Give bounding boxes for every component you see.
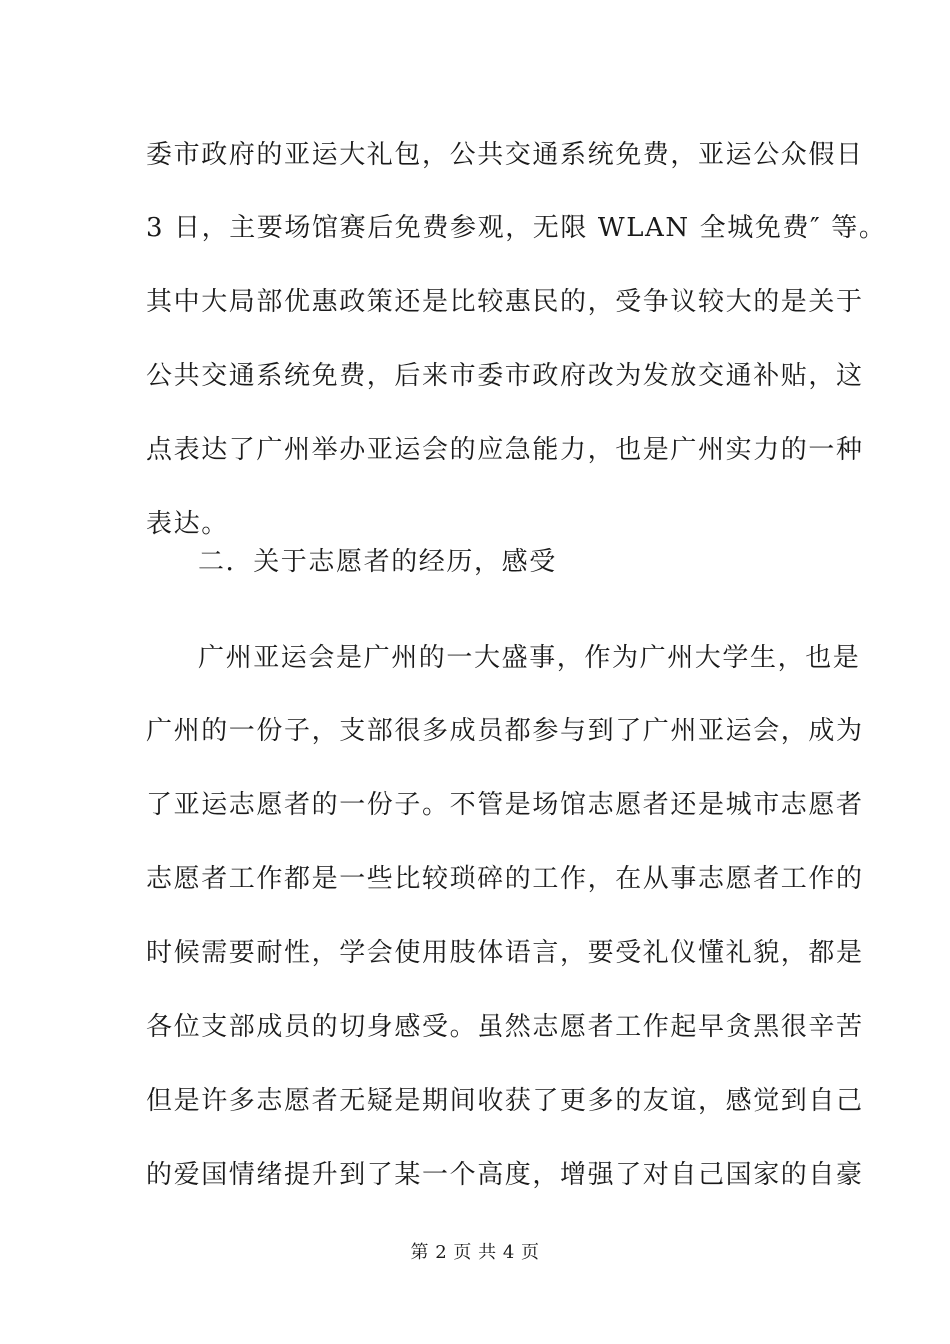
paragraph2-line: 广州的一份子，支部很多成员都参与到了广州亚运会，成为 xyxy=(146,716,864,746)
paragraph1-line: 3 日，主要场馆赛后免费参观，无限 WLAN 全城免费″ 等。 xyxy=(146,213,887,243)
paragraph2-line: 时候需要耐性，学会使用肢体语言，要受礼仪懂礼貌，都是 xyxy=(146,938,864,968)
page-footer: 第 2 页 共 4 页 xyxy=(410,1242,540,1263)
paragraph2-line: 的爱国情绪提升到了某一个高度，增强了对自己国家的自豪 xyxy=(146,1160,864,1190)
paragraph1-line: 公共交通系统免费，后来市委市政府改为发放交通补贴，这 xyxy=(146,361,864,391)
paragraph1-line: 表达。 xyxy=(146,509,229,539)
paragraph2-line: 志愿者工作都是一些比较琐碎的工作，在从事志愿者工作的 xyxy=(146,864,864,894)
paragraph1-line: 点表达了广州举办亚运会的应急能力，也是广州实力的一种 xyxy=(146,435,864,465)
paragraph1-line: 委市政府的亚运大礼包，公共交通系统免费，亚运公众假日 xyxy=(146,140,864,170)
paragraph2-line: 但是许多志愿者无疑是期间收获了更多的友谊，感觉到自己 xyxy=(146,1086,864,1116)
paragraph2-line: 了亚运志愿者的一份子。不管是场馆志愿者还是城市志愿者 xyxy=(146,790,864,820)
paragraph2-line: 广州亚运会是广州的一大盛事，作为广州大学生，也是 xyxy=(198,643,861,673)
paragraph1-line: 其中大局部优惠政策还是比较惠民的，受争议较大的是关于 xyxy=(146,287,864,317)
section-heading: 二．关于志愿者的经历，感受 xyxy=(198,547,557,577)
paragraph2-line: 各位支部成员的切身感受。虽然志愿者工作起早贪黑很辛苦 xyxy=(146,1012,864,1042)
